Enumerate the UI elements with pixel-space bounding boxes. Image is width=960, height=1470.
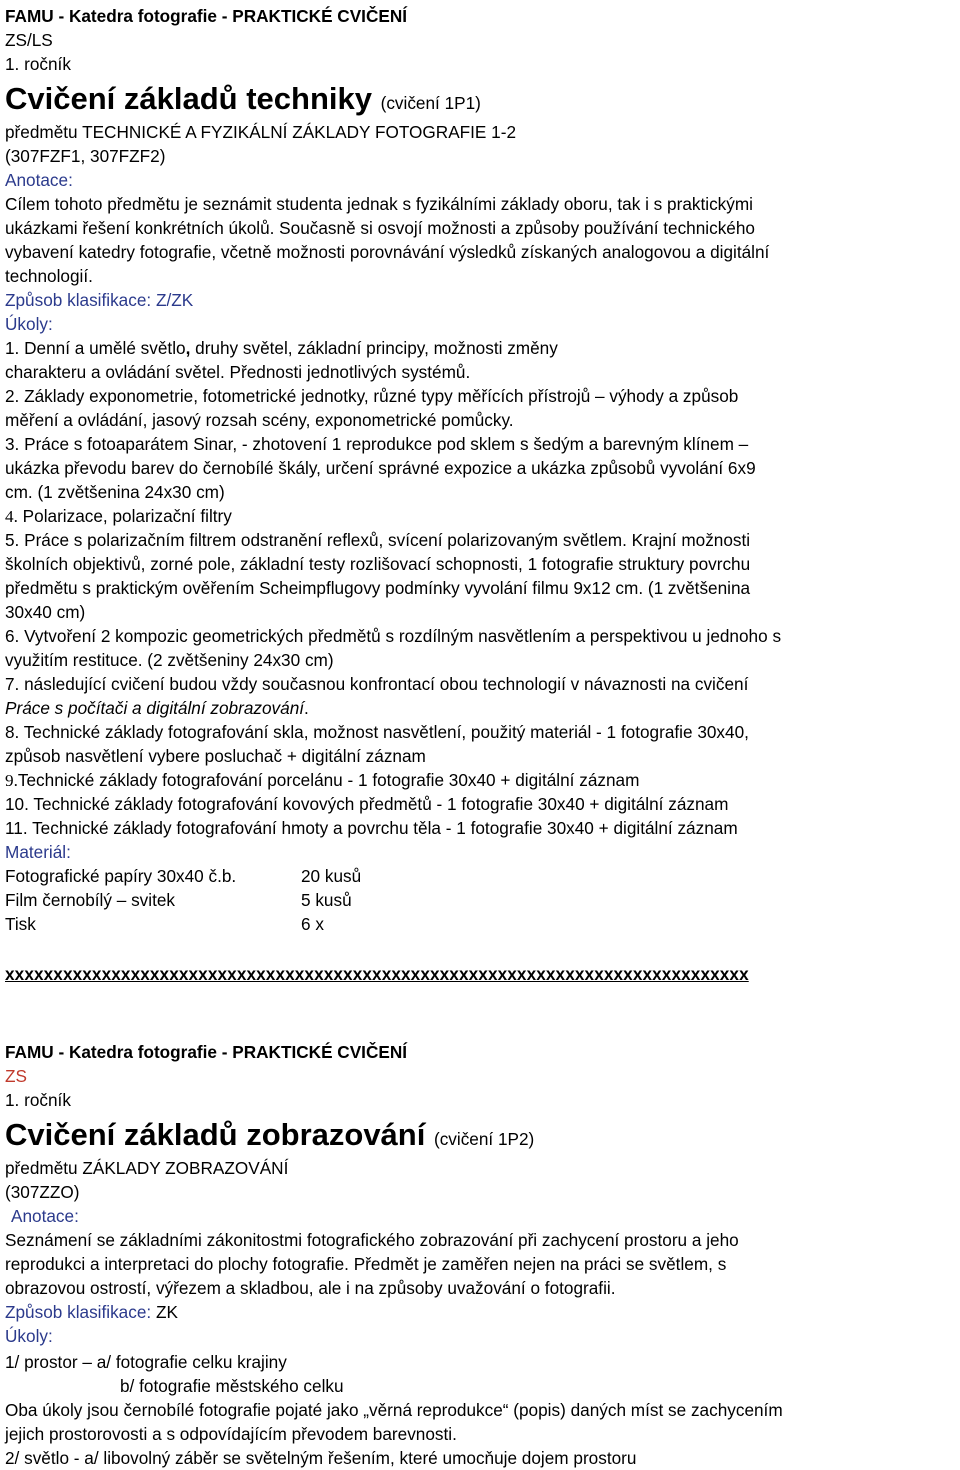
- task-6: 6. Vytvoření 2 kompozic geometrických předmětů s rozdílným nasvětlením a perspektivou u jednoho s: [5, 626, 782, 646]
- material-qty: 20 kusů: [301, 866, 362, 886]
- task-6-line-2: využitím restituce. (2 zvětšeniny 24x30 cm): [5, 650, 334, 670]
- doc1-semester: ZS/LS: [5, 30, 53, 50]
- task-3-line-2: ukázka převodu barev do černobílé škály, určení správné expozice a ukázka způsobů vyvolání 6x9: [5, 458, 756, 478]
- doc1-header: FAMU - Katedra fotografie - PRAKTICKÉ CVIČENÍ: [5, 6, 408, 26]
- doc2-codes: (307ZZO): [5, 1182, 80, 1202]
- doc2-task-2: 2/ světlo - a/ libovolný záběr se světelným řešením, které umocňuje dojem prostoru: [5, 1448, 637, 1468]
- task-8-line-2: způsob nasvětlení vybere posluchač + digitální záznam: [5, 746, 426, 766]
- doc2-klasifikace-value: ZK: [155, 1302, 178, 1322]
- doc2-task-1-line-2: b/ fotografie městského celku: [120, 1376, 344, 1396]
- material-qty: 6 x: [301, 914, 324, 934]
- task-7-italic: Práce s počítači a digitální zobrazování: [5, 698, 305, 718]
- doc2-task-1: 1/ prostor – a/ fotografie celku krajiny: [5, 1352, 287, 1372]
- doc2-subject: předmětu ZÁKLADY ZOBRAZOVÁNÍ: [5, 1158, 289, 1178]
- task-9: [5, 768, 639, 793]
- doc2-title-sub: (cvičení 1P2): [433, 1129, 535, 1149]
- task-3-line-3: cm. (1 zvětšenina 24x30 cm): [5, 482, 225, 502]
- doc2-title-line: [5, 1117, 534, 1157]
- doc1-anotace-line: Cílem tohoto předmětu je seznámit studenta jednak s fyzikálními základy oboru, tak i s praktickými: [5, 194, 753, 214]
- doc2-klasifikace: [5, 1300, 178, 1324]
- doc2-year: 1. ročník: [5, 1090, 71, 1110]
- section-separator: xxxxxxxxxxxxxxxxxxxxxxxxxxxxxxxxxxxxxxxxxxxxxxxxxxxxxxxxxxxxxxxxxxxxxxxxxxxxx: [5, 964, 749, 984]
- task-3: 3. Práce s fotoaparátem Sinar, - zhotovení 1 reprodukce pod sklem s šedým a barevným klínem –: [5, 434, 749, 454]
- doc1-codes: (307FZF1, 307FZF2): [5, 146, 166, 166]
- doc1-title-sub: (cvičení 1P1): [380, 93, 481, 113]
- task-7-line-2: [5, 696, 309, 720]
- doc2-task-1-line-4: jejich prostorovosti a s odpovídajícím převodem barevnosti.: [5, 1424, 457, 1444]
- task-11: 11. Technické základy fotografování hmoty a povrchu těla - 1 fotografie 30x40 + digitální záznam: [5, 818, 738, 838]
- task-7: 7. následující cvičení budou vždy současnou konfrontací obou technologií v návaznosti na cvičení: [5, 674, 749, 694]
- task-9-number: 9.: [5, 771, 18, 790]
- doc1-title: Cvičení základů techniky: [5, 81, 372, 116]
- material-row: [5, 864, 361, 888]
- doc2-anotace-line: reprodukci a interpretaci do plochy fotografie. Předmět je zaměřen nejen na práci se světlem, s: [5, 1254, 727, 1274]
- task-4: [5, 504, 232, 529]
- doc2-task-1-line-3: Oba úkoly jsou černobílé fotografie pojaté jako „věrná reprodukce“ (popis) daných míst se zachycením: [5, 1400, 783, 1420]
- task-1: [5, 336, 558, 360]
- doc1-material-label: Materiál:: [5, 842, 71, 862]
- doc2-anotace-label: Anotace:: [11, 1206, 79, 1226]
- task-5-line-2: školních objektivů, zorné pole, základní testy rozlišovací schopnosti, 1 fotografie struktury povrchu: [5, 554, 751, 574]
- material-item: Tisk: [5, 914, 36, 934]
- task-1-comma: ,: [185, 338, 191, 358]
- task-1-part-b: druhy světel, základní principy, možnosti změny: [190, 338, 558, 358]
- doc1-klasifikace: [5, 288, 193, 312]
- task-10: 10. Technické základy fotografování kovových předmětů - 1 fotografie 30x40 + digitální záznam: [5, 794, 729, 814]
- doc1-title-line: [5, 81, 481, 121]
- task-7-end: .: [304, 698, 309, 718]
- doc1-klasifikace-label: Způsob klasifikace:: [5, 290, 152, 310]
- doc1-anotace-line: technologií.: [5, 266, 93, 286]
- material-item: Fotografické papíry 30x40 č.b.: [5, 866, 237, 886]
- task-2: 2. Základy exponometrie, fotometrické jednotky, různé typy měřících přístrojů – výhody a způsob: [5, 386, 739, 406]
- material-qty: 5 kusů: [301, 890, 352, 910]
- task-4-text: Polarizace, polarizační filtry: [17, 506, 232, 526]
- doc1-subject: předmětu TECHNICKÉ A FYZIKÁLNÍ ZÁKLADY FOTOGRAFIE 1-2: [5, 122, 517, 142]
- task-8: 8. Technické základy fotografování skla, možnost nasvětlení, použitý materiál - 1 fotografie 30x40,: [5, 722, 749, 742]
- doc1-anotace-line: ukázkami řešení konkrétních úkolů. Současně si osvojí možnosti a způsoby používání technického: [5, 218, 755, 238]
- doc2-ukoly-label: Úkoly:: [5, 1326, 53, 1346]
- doc2-klasifikace-label: Způsob klasifikace:: [5, 1302, 152, 1322]
- task-2-line-2: měření a ovládání, jasový rozsah scény, exponometrické pomůcky.: [5, 410, 514, 430]
- doc2-anotace-line: obrazovou ostrostí, výřezem a skladbou, ale i na způsoby uvažování o fotografii.: [5, 1278, 616, 1298]
- task-5-line-3: předmětu s praktickým ověřením Scheimpflugovy podmínky vyvolání filmu 9x12 cm. (1 zvětšenina: [5, 578, 751, 598]
- doc1-klasifikace-value: Z/ZK: [155, 290, 194, 310]
- doc1-anotace-line: vybavení katedry fotografie, včetně možnosti porovnávání výsledků získaných analogovou a digitální: [5, 242, 770, 262]
- task-5-line-4: 30x40 cm): [5, 602, 86, 622]
- doc1-anotace-label: Anotace:: [5, 170, 73, 190]
- task-9-text: Technické základy fotografování porcelánu - 1 fotografie 30x40 + digitální záznam: [17, 770, 640, 790]
- task-1-part-a: 1. Denní a umělé světlo: [5, 338, 186, 358]
- doc1-ukoly-label: Úkoly:: [5, 314, 53, 334]
- task-4-number: 4.: [5, 507, 18, 526]
- doc2-title: Cvičení základů zobrazování: [5, 1117, 426, 1152]
- task-1-line-2: charakteru a ovládání světel. Přednosti jednotlivých systémů.: [5, 362, 471, 382]
- material-row: [5, 912, 324, 936]
- material-item: Film černobílý – svitek: [5, 890, 176, 910]
- doc2-semester: ZS: [5, 1066, 27, 1086]
- doc2-anotace-line: Seznámení se základními zákonitostmi fotografického zobrazování při zachycení prostoru a jeho: [5, 1230, 739, 1250]
- doc1-year: 1. ročník: [5, 54, 71, 74]
- doc2-header: FAMU - Katedra fotografie - PRAKTICKÉ CVIČENÍ: [5, 1042, 408, 1062]
- task-5: 5. Práce s polarizačním filtrem odstranění reflexů, svícení polarizovaným světlem. Krajní možnosti: [5, 530, 751, 550]
- material-row: [5, 888, 352, 912]
